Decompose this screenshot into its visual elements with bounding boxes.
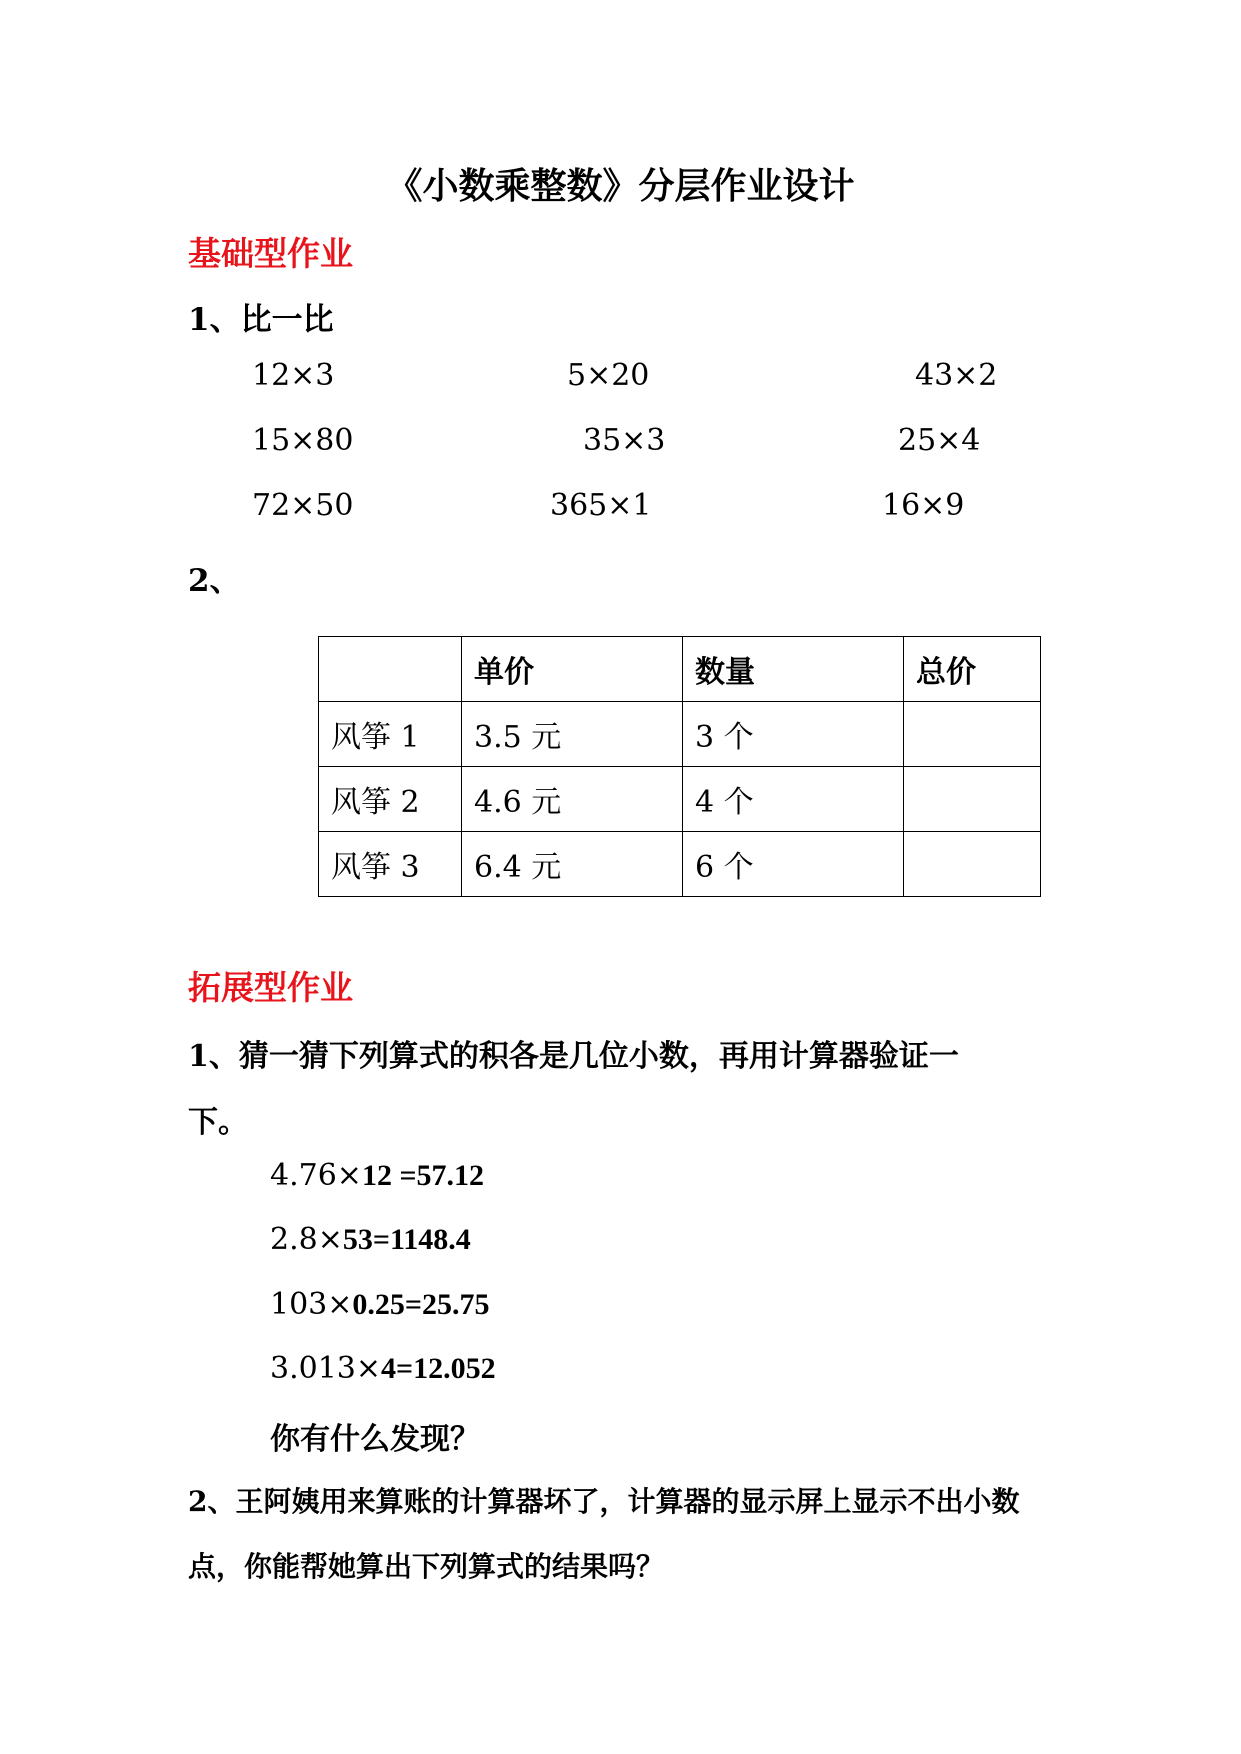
expression: 15×80 xyxy=(252,423,354,458)
expression: 35×3 xyxy=(583,423,666,458)
extended-section-heading: 拓展型作业 xyxy=(188,968,353,1007)
table-header-cell: 总价 xyxy=(904,637,1041,702)
table-cell: 3 个 xyxy=(683,702,904,767)
table-cell xyxy=(904,767,1041,832)
expression: 72×50 xyxy=(252,488,354,523)
table-row xyxy=(319,702,1041,767)
page-title: 《小数乘整数》分层作业设计 xyxy=(386,165,855,207)
extended-q1-text: 1、猜一猜下列算式的积各是几位小数，再用计算器验证一 xyxy=(188,1039,959,1074)
table-cell: 风筝 3 xyxy=(319,832,462,897)
equation xyxy=(270,1351,496,1386)
expression: 5×20 xyxy=(567,358,650,393)
table-cell: 4 个 xyxy=(683,767,904,832)
equation-left: 4.76× xyxy=(270,1158,362,1193)
equation xyxy=(270,1287,490,1322)
table-cell: 3.5 元 xyxy=(462,702,683,767)
basic-q2-label: 2、 xyxy=(188,563,241,599)
expression: 365×1 xyxy=(550,488,652,523)
table-cell: 风筝 1 xyxy=(319,702,462,767)
table-cell: 4.6 元 xyxy=(462,767,683,832)
expression: 16×9 xyxy=(882,488,965,523)
equation-left: 3.013× xyxy=(270,1351,382,1386)
kite-price-table xyxy=(318,636,1041,897)
table-row xyxy=(319,767,1041,832)
discovery-question: 你有什么发现？ xyxy=(270,1422,480,1457)
table-cell: 风筝 2 xyxy=(319,767,462,832)
equation-left: 103× xyxy=(270,1287,353,1322)
table-cell xyxy=(904,702,1041,767)
extended-q1-text-cont: 下。 xyxy=(188,1105,248,1140)
table-header-cell: 单价 xyxy=(462,637,683,702)
equation-left: 2.8× xyxy=(270,1222,343,1257)
table-cell xyxy=(904,832,1041,897)
equation xyxy=(270,1222,471,1257)
basic-q1-label: 1、比一比 xyxy=(188,302,334,338)
table-header-cell: 数量 xyxy=(683,637,904,702)
expression: 12×3 xyxy=(252,358,335,393)
table-header-cell xyxy=(319,637,462,702)
basic-section-heading: 基础型作业 xyxy=(188,234,353,273)
table-row xyxy=(319,832,1041,897)
expression: 43×2 xyxy=(915,358,998,393)
equation-right: 4=12.052 xyxy=(381,1352,496,1385)
expression: 25×4 xyxy=(898,423,981,458)
equation-right: 12 =57.12 xyxy=(361,1159,485,1192)
table-cell: 6 个 xyxy=(683,832,904,897)
equation-right: 0.25=25.75 xyxy=(352,1288,490,1321)
table-header-row xyxy=(319,637,1041,702)
equation xyxy=(270,1158,484,1193)
equation-right: 53=1148.4 xyxy=(342,1223,471,1256)
table-cell: 6.4 元 xyxy=(462,832,683,897)
extended-q2-text-cont: 点，你能帮她算出下列算式的结果吗？ xyxy=(188,1550,665,1583)
extended-q2-text: 2、王阿姨用来算账的计算器坏了，计算器的显示屏上显示不出小数 xyxy=(188,1485,1020,1518)
